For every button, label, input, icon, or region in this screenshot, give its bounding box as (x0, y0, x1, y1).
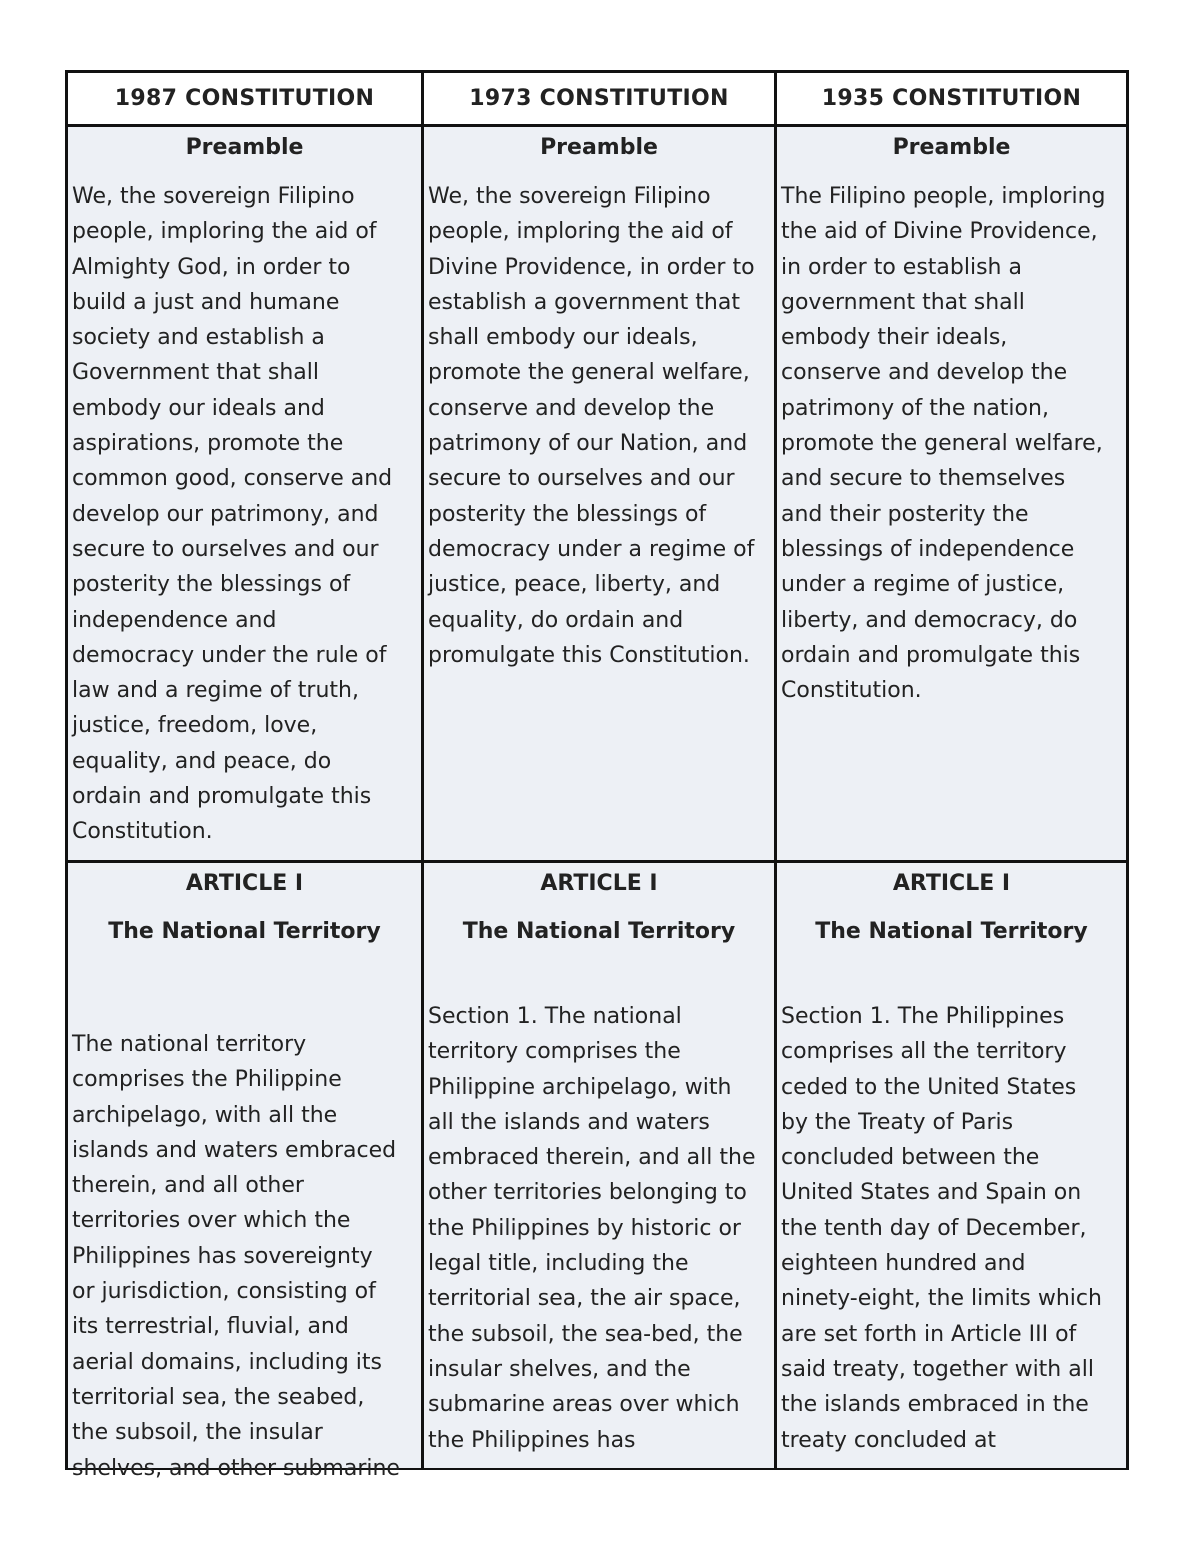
article1-text-1973 (424, 999, 774, 1458)
text-line: secure to ourselves and our (428, 466, 735, 492)
text-line: the subsoil, the insular (72, 1420, 323, 1446)
article-title: ARTICLE I (540, 871, 658, 896)
text-line: Government that shall (72, 360, 319, 386)
text-line: Section 1. The Philippines (781, 1004, 1065, 1029)
text-line: ordain and promulgate this (781, 642, 1081, 668)
text-line: posterity the blessings of (428, 501, 707, 527)
preamble-title: Preamble (892, 135, 1011, 160)
article1-text-1987 (68, 1027, 421, 1486)
text-line: Philippines has sovereignty (72, 1243, 373, 1269)
text-line: the aid of Divine Providence, (781, 219, 1098, 245)
text-line: establish a government that (428, 289, 740, 315)
text-line: Section 1. The national (428, 1004, 682, 1029)
text-line: legal title, including the (428, 1251, 689, 1277)
text-line: justice, peace, liberty, and (428, 572, 721, 598)
text-line: eighteen hundred and (781, 1251, 1026, 1277)
text-line: The national territory (72, 1032, 307, 1057)
article1-cell-1935 (777, 863, 1126, 1468)
text-line: insular shelves, and the (428, 1356, 691, 1382)
text-line: the tenth day of December, (781, 1215, 1087, 1241)
preamble-text-1987 (68, 179, 421, 850)
text-line: embraced therein, and all the (428, 1145, 756, 1171)
text-line: embody our ideals and (72, 395, 325, 421)
text-line: people, imploring the aid of (72, 219, 377, 245)
text-line: build a just and humane (72, 289, 340, 315)
text-line: government that shall (781, 289, 1025, 315)
text-line: in order to establish a (781, 254, 1022, 280)
text-line: the islands embraced in the (781, 1392, 1089, 1418)
text-line: patrimony of the nation, (781, 395, 1049, 421)
text-line: submarine areas over which (428, 1392, 740, 1418)
text-line: under a regime of justice, (781, 572, 1065, 598)
text-line: ninety-eight, the limits which (781, 1286, 1102, 1312)
text-line: the subsoil, the sea-bed, the (428, 1321, 743, 1347)
text-line: promote the general welfare, (781, 431, 1103, 457)
text-line: liberty, and democracy, do (781, 607, 1078, 633)
text-line: treaty concluded at (781, 1427, 997, 1453)
text-line: other territories belonging to (428, 1180, 747, 1206)
article-subtitle: The National Territory (108, 919, 381, 944)
text-line: blessings of independence (781, 536, 1075, 562)
text-line: territorial sea, the air space, (428, 1286, 741, 1312)
preamble-title: Preamble (540, 135, 658, 160)
text-line: patrimony of our Nation, and (428, 431, 748, 457)
text-line: territory comprises the (428, 1039, 681, 1065)
text-line: promulgate this Constitution. (428, 642, 750, 668)
text-line: independence and (72, 607, 277, 633)
preamble-text-1973 (424, 179, 774, 673)
text-line: the Philippines has (428, 1427, 636, 1453)
article-subtitle: The National Territory (462, 919, 736, 944)
text-line: ordain and promulgate this (72, 784, 372, 810)
text-line: promote the general welfare, (428, 360, 750, 386)
article-subtitle: The National Territory (815, 919, 1088, 944)
preamble-cell-1973 (424, 127, 774, 860)
text-line: secure to ourselves and our (72, 536, 379, 562)
preamble-cell-1935 (777, 127, 1126, 860)
text-line: said treaty, together with all (781, 1356, 1094, 1382)
text-line: all the islands and waters (428, 1109, 710, 1135)
text-line: therein, and all other (72, 1173, 304, 1199)
text-line: conserve and develop the (781, 360, 1068, 386)
text-line: aerial domains, including its (72, 1349, 382, 1375)
text-line: We, the sovereign Filipino (72, 184, 355, 209)
text-line: or jurisdiction, consisting of (72, 1279, 376, 1305)
text-line: justice, freedom, love, (72, 713, 318, 739)
text-line: law and a regime of truth, (72, 678, 359, 704)
text-line: society and establish a (72, 325, 325, 351)
text-line: are set forth in Article III of (781, 1321, 1077, 1347)
text-line: territories over which the (72, 1208, 351, 1234)
text-line: We, the sovereign Filipino (428, 184, 711, 209)
text-line: Divine Providence, in order to (428, 254, 755, 280)
text-line: the Philippines by historic or (428, 1215, 741, 1241)
preamble-title: Preamble (185, 135, 304, 160)
header-1987: 1987 CONSTITUTION (68, 73, 421, 124)
article1-cell-1987 (68, 863, 421, 1481)
text-line: aspirations, promote the (72, 431, 344, 457)
text-line: Constitution. (781, 678, 922, 704)
text-line: territorial sea, the seabed, (72, 1384, 365, 1410)
article1-text-1935 (777, 999, 1126, 1458)
text-line: conserve and develop the (428, 395, 715, 421)
text-line: comprises all the territory (781, 1039, 1067, 1065)
text-line: equality, and peace, do (72, 748, 332, 774)
preamble-cell-1987 (68, 127, 421, 860)
text-line: Almighty God, in order to (72, 254, 351, 280)
text-line: shelves, and other submarine (72, 1455, 400, 1481)
text-line: ceded to the United States (781, 1074, 1077, 1100)
text-line: The Filipino people, imploring (781, 184, 1106, 209)
text-line: and their posterity the (781, 501, 1029, 527)
article-title: ARTICLE I (892, 871, 1011, 896)
text-line: common good, conserve and (72, 466, 393, 492)
text-line: and secure to themselves (781, 466, 1066, 492)
text-line: people, imploring the aid of (428, 219, 733, 245)
article-title: ARTICLE I (185, 871, 304, 896)
text-line: by the Treaty of Paris (781, 1109, 1014, 1135)
text-line: United States and Spain on (781, 1180, 1082, 1206)
header-1935: 1935 CONSTITUTION (777, 73, 1126, 124)
text-line: concluded between the (781, 1145, 1040, 1171)
text-line: posterity the blessings of (72, 572, 351, 598)
header-1973: 1973 CONSTITUTION (424, 73, 774, 124)
text-line: archipelago, with all the (72, 1102, 338, 1128)
text-line: Constitution. (72, 819, 213, 845)
text-line: its terrestrial, fluvial, and (72, 1314, 349, 1340)
preamble-text-1935 (777, 179, 1126, 708)
text-line: democracy under the rule of (72, 642, 387, 668)
text-line: democracy under a regime of (428, 536, 755, 562)
article1-cell-1973 (424, 863, 774, 1468)
text-line: develop our patrimony, and (72, 501, 379, 527)
text-line: embody their ideals, (781, 325, 1008, 351)
text-line: islands and waters embraced (72, 1137, 397, 1163)
text-line: equality, do ordain and (428, 607, 684, 633)
constitution-comparison-table (65, 70, 1129, 1481)
text-line: shall embody our ideals, (428, 325, 698, 351)
text-line: Philippine archipelago, with (428, 1074, 732, 1100)
text-line: comprises the Philippine (72, 1067, 342, 1093)
